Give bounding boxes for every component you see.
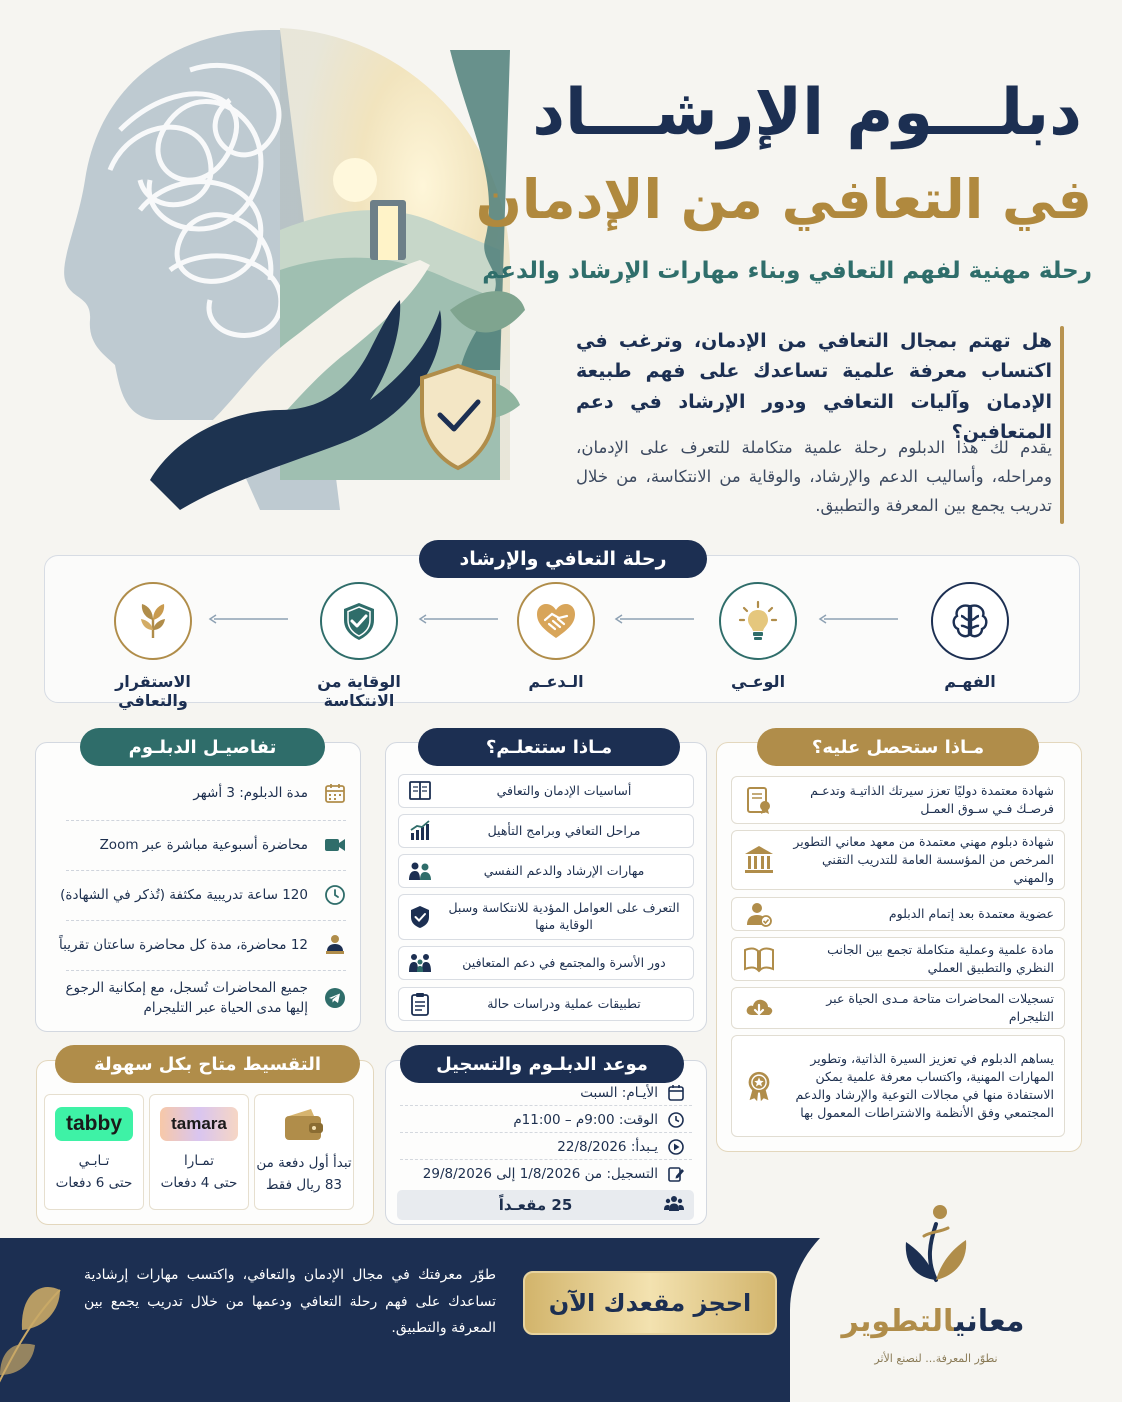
detail-text: محاضرة أسبوعية مباشرة عبر Zoom bbox=[99, 836, 308, 853]
details-title: تفاصيـل الدبلـوم bbox=[80, 728, 325, 766]
installment-card-first-payment bbox=[254, 1094, 354, 1210]
learn-item-text: أساسيات الإدمان والتعافي bbox=[496, 782, 632, 798]
journey-step-label: الـدعـم bbox=[528, 672, 584, 691]
journey-step-recovery bbox=[83, 582, 223, 710]
installment-line1: تـابـي bbox=[78, 1153, 110, 1169]
shield-check-icon bbox=[320, 582, 398, 660]
learn-item bbox=[398, 854, 694, 888]
detail-text: 120 ساعة تدريبية مكثفة (تُذكر في الشهادة) bbox=[60, 886, 308, 903]
learn-item-text: مراحل التعافي وبرامج التأهيل bbox=[487, 822, 641, 838]
gain-item bbox=[731, 937, 1065, 981]
people-icon bbox=[664, 1194, 684, 1216]
installment-card-tabby bbox=[44, 1094, 144, 1210]
page-title: دبلـــوم الإرشـــاد bbox=[532, 76, 1082, 150]
detail-hours bbox=[48, 882, 348, 908]
installment-line2: حتى 6 دفعات bbox=[55, 1175, 133, 1191]
installments-title: التقسيط متاح بكل سهولة bbox=[55, 1045, 360, 1083]
open-book-icon bbox=[742, 942, 776, 976]
detail-text: 12 محاضرة، مدة كل محاضرة ساعتان تقريباً bbox=[59, 936, 308, 953]
edit-icon bbox=[666, 1164, 686, 1184]
gain-item bbox=[731, 776, 1065, 824]
learn-title: مـاذا ستتعلـم؟ bbox=[418, 728, 680, 766]
schedule-text: التسجيل: من 1/8/2026 إلى 29/8/2026 bbox=[422, 1166, 658, 1182]
gain-item bbox=[731, 987, 1065, 1029]
intro-question: هل تهتم بمجال التعافي من الإدمان، وترغب في اكتساب معرفة علمية تساعدك على فهم طبيعة الإدمان وآليات التعافي ودور الإرشاد في دعم المتعافين؟ bbox=[576, 330, 1052, 444]
detail-duration bbox=[48, 780, 348, 806]
learn-item-text: تطبيقات عملية ودراسات حالة bbox=[487, 995, 641, 1011]
chart-icon bbox=[407, 818, 433, 844]
book-icon bbox=[407, 778, 433, 804]
schedule-text: الأيـام: السبت bbox=[580, 1084, 658, 1101]
lecturer-icon bbox=[322, 932, 348, 958]
clipboard-icon bbox=[407, 991, 433, 1017]
learn-item-text: التعرف على العوامل المؤدية للانتكاسة وسبل الوقاية منها bbox=[448, 900, 680, 932]
gain-item-text: شهادة دبلوم مهني معتمدة من معهد معاني التطوير المرخص من المؤسسة العامة للتدريب التقني والمهني bbox=[793, 833, 1054, 886]
learn-item bbox=[398, 987, 694, 1021]
video-icon bbox=[322, 832, 348, 858]
schedule-text: يـبدأ: 22/8/2026 bbox=[557, 1138, 658, 1155]
footer-text: طوّر معرفتك في مجال الإدمان والتعافي، واكتسب مهارات إرشادية تساعدك على فهم رحلة التعافي ودعمها من خلال تدريب يجمع بين المعرفة والتطبيق. bbox=[84, 1267, 496, 1337]
member-icon bbox=[742, 897, 776, 931]
schedule-start bbox=[400, 1134, 692, 1160]
brand-name-part1: معاني bbox=[954, 1304, 1025, 1339]
calendar-icon bbox=[666, 1083, 686, 1103]
clock-icon bbox=[666, 1110, 686, 1130]
brand-tagline: نطوّر المعرفة... لنصنع الأثر bbox=[874, 1352, 998, 1365]
seats-count: 25 مقعـداً bbox=[498, 1196, 573, 1214]
divider bbox=[66, 870, 346, 871]
telegram-icon bbox=[322, 985, 348, 1011]
institution-icon bbox=[742, 843, 776, 877]
journey-step-label: الوقاية من الانتكاسة bbox=[317, 672, 401, 710]
cloud-download-icon bbox=[742, 991, 776, 1025]
brain-icon bbox=[931, 582, 1009, 660]
installment-line2: 83 ريال فقط bbox=[265, 1177, 343, 1193]
schedule-title: موعد الدبلـوم والتسجيل bbox=[400, 1045, 684, 1083]
brand-name bbox=[838, 1304, 1028, 1339]
book-seat-button[interactable]: احجز مقعدك الآن bbox=[523, 1271, 777, 1335]
journey-step-label: الاستقرار والتعافي bbox=[115, 672, 191, 710]
journey-step-label: الفهـم bbox=[944, 672, 996, 691]
installment-card-tamara bbox=[149, 1094, 249, 1210]
award-icon bbox=[742, 1069, 776, 1103]
gain-title: مـاذا ستحصل عليه؟ bbox=[757, 728, 1039, 766]
detail-format bbox=[48, 832, 348, 858]
gain-item bbox=[731, 830, 1065, 890]
schedule-registration bbox=[400, 1161, 692, 1187]
counseling-icon bbox=[407, 858, 433, 884]
journey-step-support bbox=[486, 582, 626, 691]
lightbulb-icon bbox=[719, 582, 797, 660]
installment-line2: حتى 4 دفعات bbox=[160, 1175, 238, 1191]
intro-paragraph: يقدم لك هذا الدبلوم رحلة علمية متكاملة للتعرف على الإدمان، ومراحله، وأساليب الدعم والإرشاد، والوقاية من الانتكاسة، من خلال تدريب يجمع بين المعرفة والتطبيق. bbox=[576, 438, 1052, 515]
schedule-time bbox=[400, 1107, 692, 1133]
wallet-icon bbox=[265, 1107, 343, 1143]
brand-logo-icon bbox=[896, 1202, 976, 1298]
divider bbox=[66, 820, 346, 821]
arrow-left-icon bbox=[418, 614, 500, 624]
journey-step-awareness bbox=[688, 582, 828, 691]
learn-item-text: مهارات الإرشاد والدعم النفسي bbox=[483, 862, 645, 878]
clock-icon bbox=[322, 882, 348, 908]
learn-item bbox=[398, 946, 694, 980]
journey-step-relapse-prevention bbox=[289, 582, 429, 710]
page-title-highlight: في التعافي من الإدمان bbox=[475, 168, 1092, 231]
schedule-days bbox=[400, 1080, 692, 1106]
schedule-text: الوقت: 9:00م – 11:00م bbox=[513, 1111, 658, 1128]
calendar-icon bbox=[322, 780, 348, 806]
gain-item-text: تسجيلات المحاضرات متاحة مـدى الحياة عبر التليجرام bbox=[826, 990, 1054, 1024]
detail-lectures bbox=[48, 932, 348, 958]
tabby-logo: tabby bbox=[55, 1107, 133, 1141]
tamara-logo: tamara bbox=[160, 1107, 238, 1141]
installment-line1: تمـارا bbox=[184, 1153, 214, 1169]
journey-title: رحلة التعافي والإرشاد bbox=[419, 540, 707, 578]
gain-item bbox=[731, 897, 1065, 931]
detail-recordings bbox=[48, 978, 348, 1019]
detail-text: جميع المحاضرات تُسجل، مع إمكانية الرجوع إليها مدى الحياة عبر التليجرام bbox=[65, 980, 308, 1017]
gain-item-text: عضوية معتمدة بعد إتمام الدبلوم bbox=[888, 905, 1054, 921]
leaf-decoration-icon bbox=[0, 1250, 80, 1402]
gain-item-text: يساهم الدبلوم في تعزيز السيرة الذاتية، وتطوير المهارات المهنية، واكتساب معرفة علمية يمكن الاستفادة منها في مجالات التوعية والإرشاد والدعم المجتمعي وفق الأنظمة والاشتراطات المعمول بها bbox=[795, 1050, 1054, 1121]
journey-step-label: الوعـي bbox=[730, 672, 786, 691]
family-icon bbox=[407, 950, 433, 976]
brand-name-part2: التطوير bbox=[841, 1304, 955, 1339]
page-subtitle: رحلة مهنية لفهم التعافي وبناء مهارات الإرشاد والدعم bbox=[482, 258, 1092, 284]
journey-step-understanding bbox=[900, 582, 1040, 691]
learn-item-text: دور الأسرة والمجتمع في دعم المتعافين bbox=[462, 954, 666, 970]
hero-illustration bbox=[30, 10, 530, 530]
arrow-left-icon bbox=[614, 614, 696, 624]
shield-icon bbox=[407, 904, 433, 930]
gain-item-text: شهادة معتمدة دوليًا تعزز سيرتك الذاتيـة وتدعـم فرصـك فـي سـوق العمـل bbox=[810, 782, 1054, 816]
gain-item-text: مادة علمية وعملية متكاملة تجمع بين الجانب النظري والتطبيق العملي bbox=[827, 941, 1054, 975]
learn-item bbox=[398, 774, 694, 808]
handshake-icon bbox=[517, 582, 595, 660]
detail-text: مدة الدبلوم: 3 أشهر bbox=[193, 784, 308, 801]
gain-item bbox=[731, 1035, 1065, 1137]
seats-badge bbox=[397, 1190, 694, 1220]
divider bbox=[66, 920, 346, 921]
arrow-left-icon bbox=[818, 614, 900, 624]
installment-line1: تبدأ أول دفعة من bbox=[256, 1155, 352, 1171]
play-icon bbox=[666, 1137, 686, 1157]
divider bbox=[66, 970, 346, 971]
learn-item bbox=[398, 814, 694, 848]
certificate-icon bbox=[742, 783, 776, 817]
learn-item bbox=[398, 894, 694, 940]
sprout-icon bbox=[114, 582, 192, 660]
